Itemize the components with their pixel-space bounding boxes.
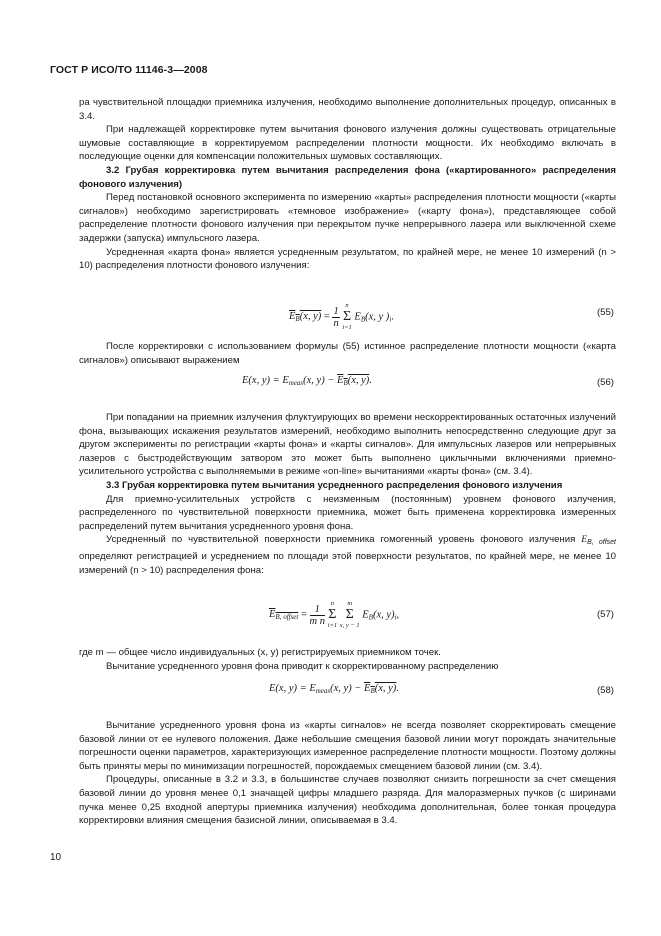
- text-block-1: [79, 96, 616, 273]
- formula-58: [79, 682, 616, 712]
- text-block-2: [79, 340, 616, 367]
- paragraph: Процедуры, описанные в 3.2 и 3.3, в большинстве случаев позволяют снизить погрешности за счет смещения базовой линии до уровня менее 0,1 значащей цифры младшего разряда. Для малоразмерных пучков (с ширинами пучка менее 0,25 входной апертуры приемника излучения) необходима дополнительная, более тонкая процедура корректировки влияния смещения базисной линии, описываемая в 3.4.: [79, 774, 616, 827]
- section-heading-3-2: 3.2 Грубая корректировка путем вычитания распределения фона («картированного» распределения фонового излучения): [79, 164, 616, 190]
- paragraph: Перед постановкой основного эксперимента по измерению «карты» распределения плотности мощности («карты сигналов») необходимо зарегистрировать «темновое изображение» («карту фона»), представляющее собой распределение плотности фонового излучения при перекрытом пучке непрерывного лазера или выключенной схеме задержки (запуска) импульсного лазера.: [79, 192, 616, 244]
- paragraph: Усредненный по чувствительной поверхности приемника гомогенный уровень фонового излучения $E_{B, offset}$ определяют регистрацией и усреднением по площади этой поверхности результатов, по крайней мере, не менее 10 измерений (n > 10) распределения фона:: [79, 534, 616, 576]
- document-header: ГОСТ Р ИСО/ТО 11146-3—2008: [50, 64, 208, 76]
- paragraph: Вычитание усредненного уровня фона из «карты сигналов» не всегда позволяет скорректировать смещение базовой линии от ее нулевого положения. Даже небольшие смещения базовой линии могут порождать значительные погрешности оценки параметров, характеризующих измеренное распределение плотности мощности. Поэтому должны быть приняты меры по минимизации погрешностей, порождаемых смещением базовой линии (см. 3.4).: [79, 720, 616, 772]
- paragraph: При надлежащей корректировке путем вычитания фонового излучения должны существовать отрицательные шумовые составляющие в корректируемом распределении плотности мощности. Их необходимо включать в последующие оценки для компенсации положительных шумовых составляющих.: [79, 124, 616, 163]
- formula-57: [79, 600, 616, 640]
- paragraph: Усредненная «карта фона» является усредненным результатом, по крайней мере, не менее 10 измерений (n > 10) распределения плотности фонового излучения:: [79, 246, 616, 272]
- paragraph: ра чувствительной площадки приемника излучения, необходимо выполнение дополнительных процедур, описанных в 3.4.: [79, 97, 616, 122]
- formula-58-number: (58): [596, 685, 614, 696]
- section-heading-3-3: 3.3 Грубая корректировка путем вычитания усредненного распределения фонового излучения: [106, 479, 563, 491]
- formula-56: [79, 374, 616, 404]
- paragraph: Вычитание усредненного уровня фона приводит к скорректированному распределению: [106, 660, 499, 672]
- formula-57-expression: $E_{B, offset}$ = $\frac{1}{\text{m n}}$ n Σ i=1 m Σ x, y − 1 $E_B(x$, $y)_i$,: [269, 600, 400, 629]
- formula-55-expression: $E_B(x$, y) = $\frac{1}{n}$ n Σ i=1 $E_B(x$, y )$_i$.: [289, 302, 394, 331]
- page-number: 10: [50, 852, 62, 863]
- formula-58-expression: E(x, $y) = E_{meas}(x$, $y) - E_B(x$, y).: [269, 683, 399, 695]
- formula-55: [79, 302, 616, 332]
- paragraph: где m — общее число индивидуальных (x, y) регистрируемых приемником точек.: [79, 647, 441, 658]
- text-block-4: [79, 646, 616, 673]
- text-block-5: [79, 719, 616, 828]
- formula-57-number: (57): [596, 609, 614, 620]
- formula-56-number: (56): [596, 377, 614, 388]
- formula-55-number: (55): [596, 307, 614, 318]
- paragraph: После корректировки с использованием формулы (55) истинное распределение плотности мощности («карта сигналов») описывают выражением: [79, 341, 616, 366]
- paragraph: При попадании на приемник излучения флуктуирующих во времени нескорректированных остаточных излучений фона, вызывающих искажения результатов измерений, необходимо выполнить непосредственно следующие друг за другом эксперименты по регистрации «карты фона» и «карты сигналов». Для импульсных лазеров или непрерывных лазеров с быстродействующим затвором это может быть выполнено циклычными включениями приемно-усилительного устройства с выполняемыми в режиме «on-line» вычитаниями «карты фона» (см. 3.4).: [79, 412, 616, 478]
- paragraph: Для приемно-усилительных устройств с неизменным (постоянным) уровнем фонового излучения, распределенного по чувствительной поверхности приемника, может быть применена корректировка измеренных распределений путем вычитания усредненного уровня фона.: [79, 493, 616, 532]
- formula-56-expression: E(x, $y) = E_{meas}(x$, $y) - E_B(x$, y).: [242, 375, 372, 387]
- text-block-3: [79, 411, 616, 577]
